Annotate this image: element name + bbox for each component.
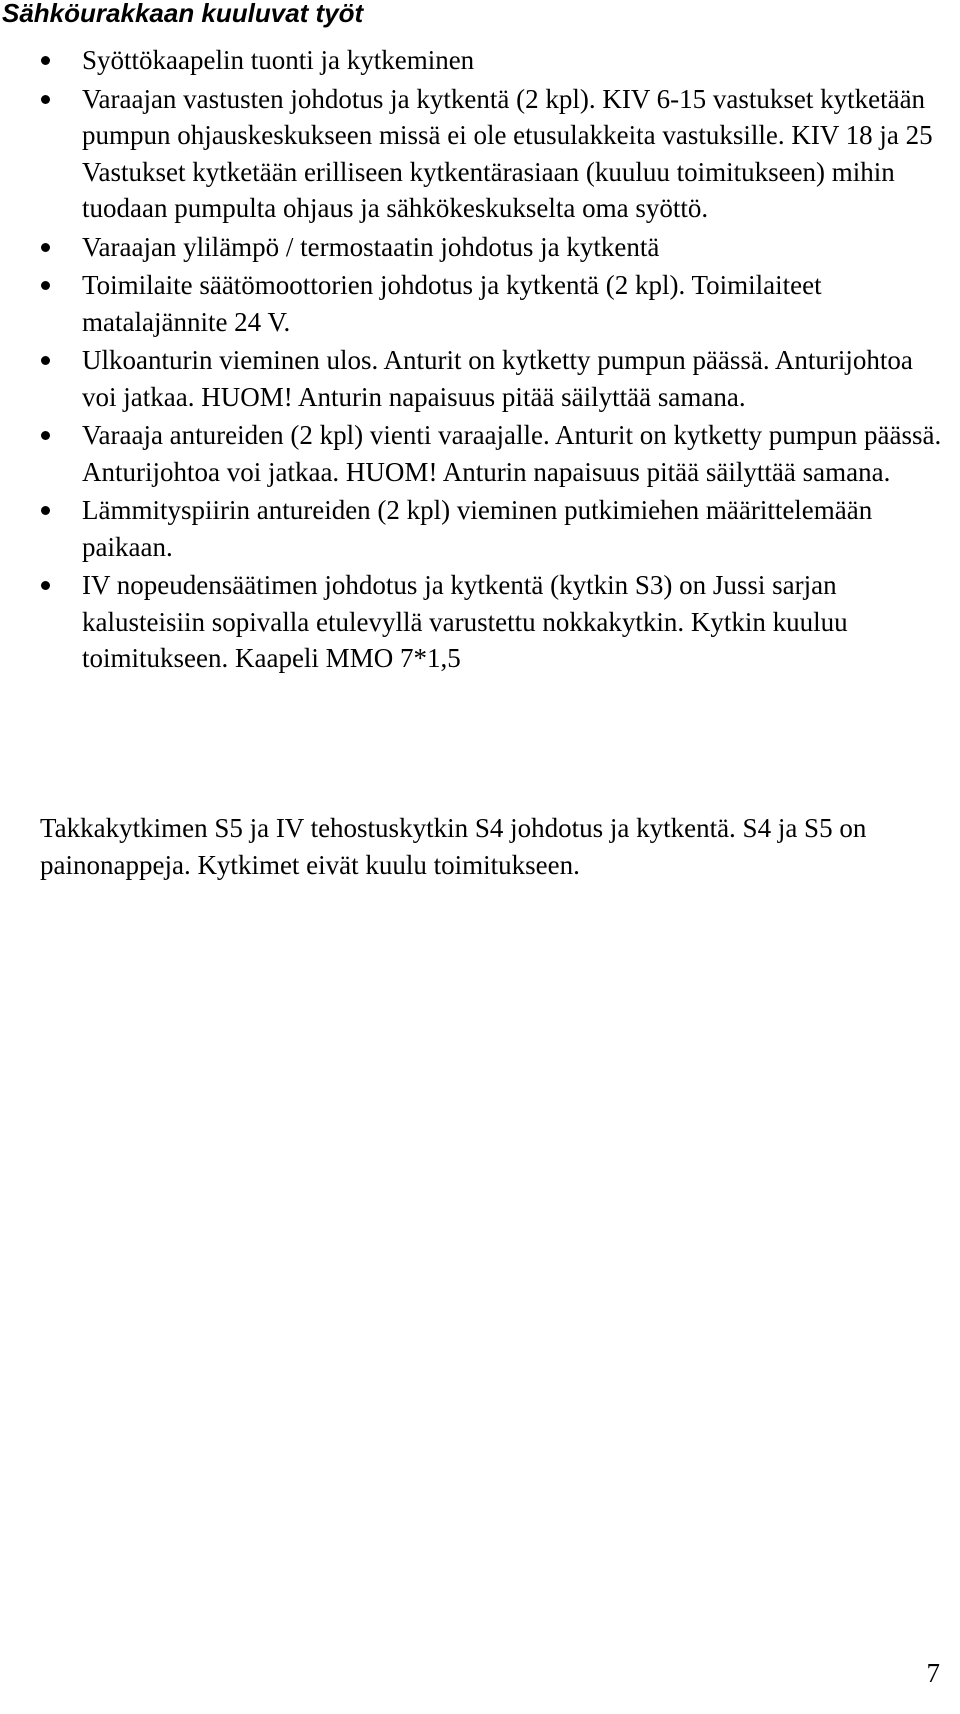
list-item <box>0 417 960 490</box>
list-item <box>0 229 960 266</box>
bullet-icon <box>41 506 50 515</box>
list-item <box>0 81 960 227</box>
list-item-text: Ulkoanturin vieminen ulos. Anturit on kytketty pumpun päässä. Anturijohtoa voi jatkaa. HUOM! Anturin napaisuus pitää säilyttää samana. <box>82 345 913 412</box>
list-item-text: Varaajan ylilämpö / termostaatin johdotus ja kytkentä <box>82 231 660 262</box>
bullet-icon <box>41 95 50 104</box>
bullet-icon <box>41 356 50 365</box>
list-item <box>0 567 960 677</box>
list-item-text: Syöttökaapelin tuonti ja kytkeminen <box>82 45 475 75</box>
list-item-text: Varaajan vastusten johdotus ja kytkentä (2 kpl). KIV 6-15 vastukset kytketään pumpun ohjauskeskukseen missä ei ole etusulakkeita vastuksille. KIV 18 ja 25 Vastukset kytketään erilliseen kytkentärasiaan (kuuluu toimitukseen) mihin tuodaan pumpulta ohjaus ja sähkökeskukselta oma syöttö. <box>82 83 933 223</box>
work-item-list <box>0 42 960 679</box>
bullet-icon <box>41 431 50 440</box>
list-item-text: Lämmityspiirin antureiden (2 kpl) vieminen putkimiehen määrittelemään paikaan. <box>82 495 873 562</box>
bullet-icon <box>41 581 50 590</box>
list-item <box>0 267 960 340</box>
bullet-icon <box>41 243 50 252</box>
list-item-text: IV nopeudensäätimen johdotus ja kytkentä (kytkin S3) on Jussi sarjan kalusteisiin sopivalla etulevyllä varustettu nokkakytkin. Kytkin kuuluu toimitukseen. Kaapeli MMO 7*1,5 <box>82 570 848 673</box>
list-item <box>0 492 960 565</box>
list-item-text: Toimilaite säätömoottorien johdotus ja kytkentä (2 kpl). Toimilaiteet matalajännite 24 V. <box>82 270 822 337</box>
bullet-icon <box>41 281 50 290</box>
bullet-icon <box>41 56 50 65</box>
list-item <box>0 42 960 79</box>
page-number: 7 <box>926 1658 940 1688</box>
closing-paragraph: Takkakytkimen S5 ja IV tehostuskytkin S4 johdotus ja kytkentä. S4 ja S5 on painonappeja. Kytkimet eivät kuulu toimitukseen. <box>40 813 867 880</box>
list-item-text: Varaaja antureiden (2 kpl) vienti varaajalle. Anturit on kytketty pumpun päässä. Anturijohtoa voi jatkaa. HUOM! Anturin napaisuus pitää säilyttää samana. <box>82 420 942 487</box>
section-heading: Sähköurakkaan kuuluvat työt <box>2 0 364 28</box>
list-item <box>0 342 960 415</box>
